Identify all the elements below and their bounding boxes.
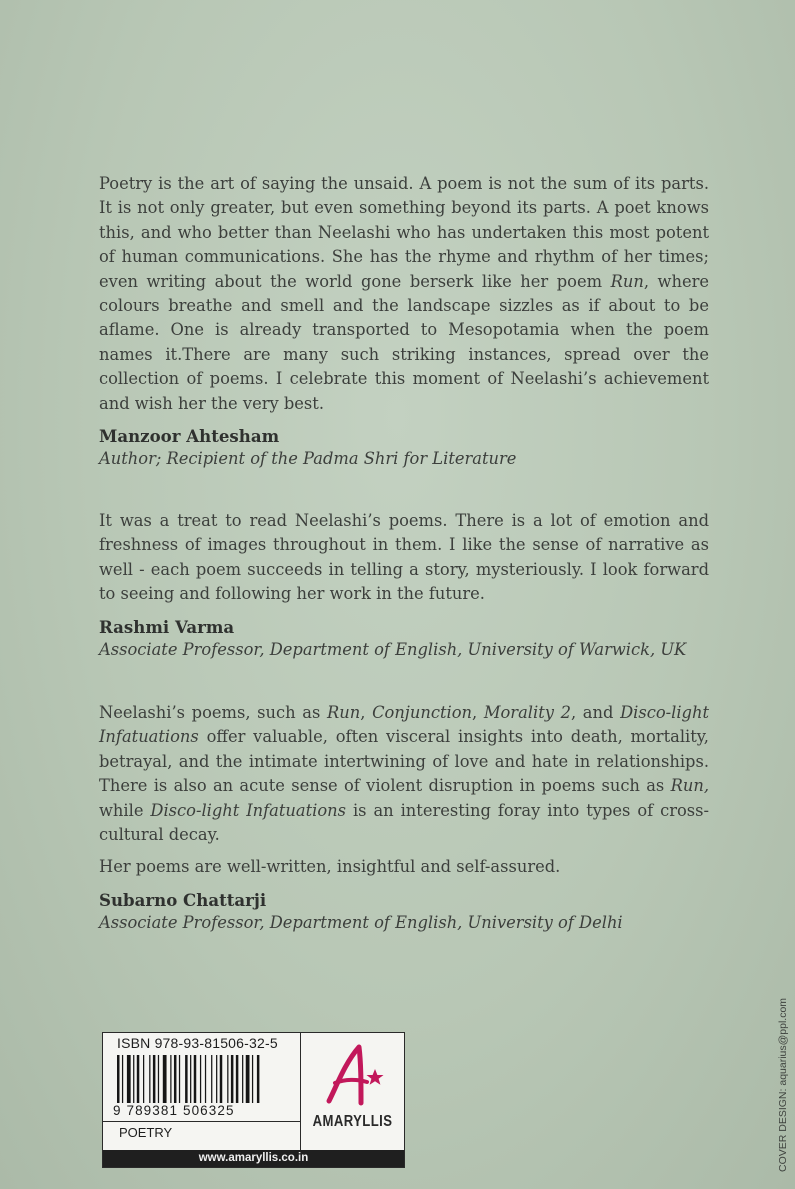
- blurb-paragraph: Her poems are well-written, insightful and self-assured.: [99, 857, 561, 877]
- blurb-1: [99, 172, 709, 470]
- blurb-3-author-name: Subarno Chattarji: [99, 889, 267, 910]
- blurb-paragraph: It was a treat to read Neelashi’s poems. There is a lot of emotion and freshness of images throughout in them. I like the sense of narrative as well - each poem succeeds in telling a story, mysteriously. I look forward to seeing and following her work in the future.: [99, 511, 709, 604]
- blurb-2-text: [99, 509, 709, 607]
- barcode-area: [103, 1033, 301, 1150]
- blurb-1-author-role: Author; Recipient of the Padma Shri for Literature: [99, 449, 517, 469]
- blurb-3-author-role: Associate Professor, Department of English, University of Delhi: [99, 912, 623, 932]
- publisher-logo: [301, 1033, 404, 1150]
- barcode-digits: 9 789381 506325: [113, 1103, 235, 1118]
- blurb-paragraph: Poetry is the art of saying the unsaid. A poem is not the sum of its parts. It is not only greater, but even something beyond its parts. A poet knows this, and who better than Neelashi who has undertaken this most potent of human communications. She has the rhyme and rhythm of her times; even writing about the world gone berserk like her poem Run, where colours breathe and smell and the landscape sizzles as if about to be aflame. One is already transported to Mesopotamia when the poem names it.There are many such striking instances, spread over the collection of poems. I celebrate this moment of Neelashi’s achievement and wish her the very best.: [99, 174, 709, 413]
- blurb-3: [99, 701, 709, 934]
- blurb-2-author-name: Rashmi Varma: [99, 616, 235, 637]
- blurb-3-text: [99, 701, 709, 880]
- blurb-2-author-role: Associate Professor, Department of English, University of Warwick, UK: [99, 639, 687, 659]
- isbn-number: ISBN 978-93-81506-32-5: [117, 1035, 278, 1051]
- publisher-url: www.amaryllis.co.in: [103, 1150, 404, 1167]
- genre-divider: [103, 1121, 301, 1122]
- blurb-paragraph: Neelashi’s poems, such as Run, Conjunction, Morality 2, and Disco-light Infatuations offer valuable, often visceral insights into death, mortality, betrayal, and the intimate intertwining of love and hate in relationships. There is also an acute sense of violent disruption in poems such as Run, while Disco-light Infatuations is an interesting foray into types of cross-cultural decay.: [99, 703, 709, 845]
- blurb-2: [99, 509, 709, 661]
- isbn-barcode-box: [102, 1032, 405, 1168]
- blurb-1-text: [99, 172, 709, 416]
- amaryllis-a-star-logo-icon: [301, 1033, 404, 1113]
- cover-design-credit-text: COVER DESIGN: aquarius@ppl.com: [777, 997, 789, 1172]
- blurb-1-author-name: Manzoor Ahtesham: [99, 426, 280, 447]
- publisher-name: AMARYLLIS: [312, 1113, 393, 1130]
- genre-label: POETRY: [119, 1125, 173, 1140]
- barcode-icon: [117, 1055, 287, 1105]
